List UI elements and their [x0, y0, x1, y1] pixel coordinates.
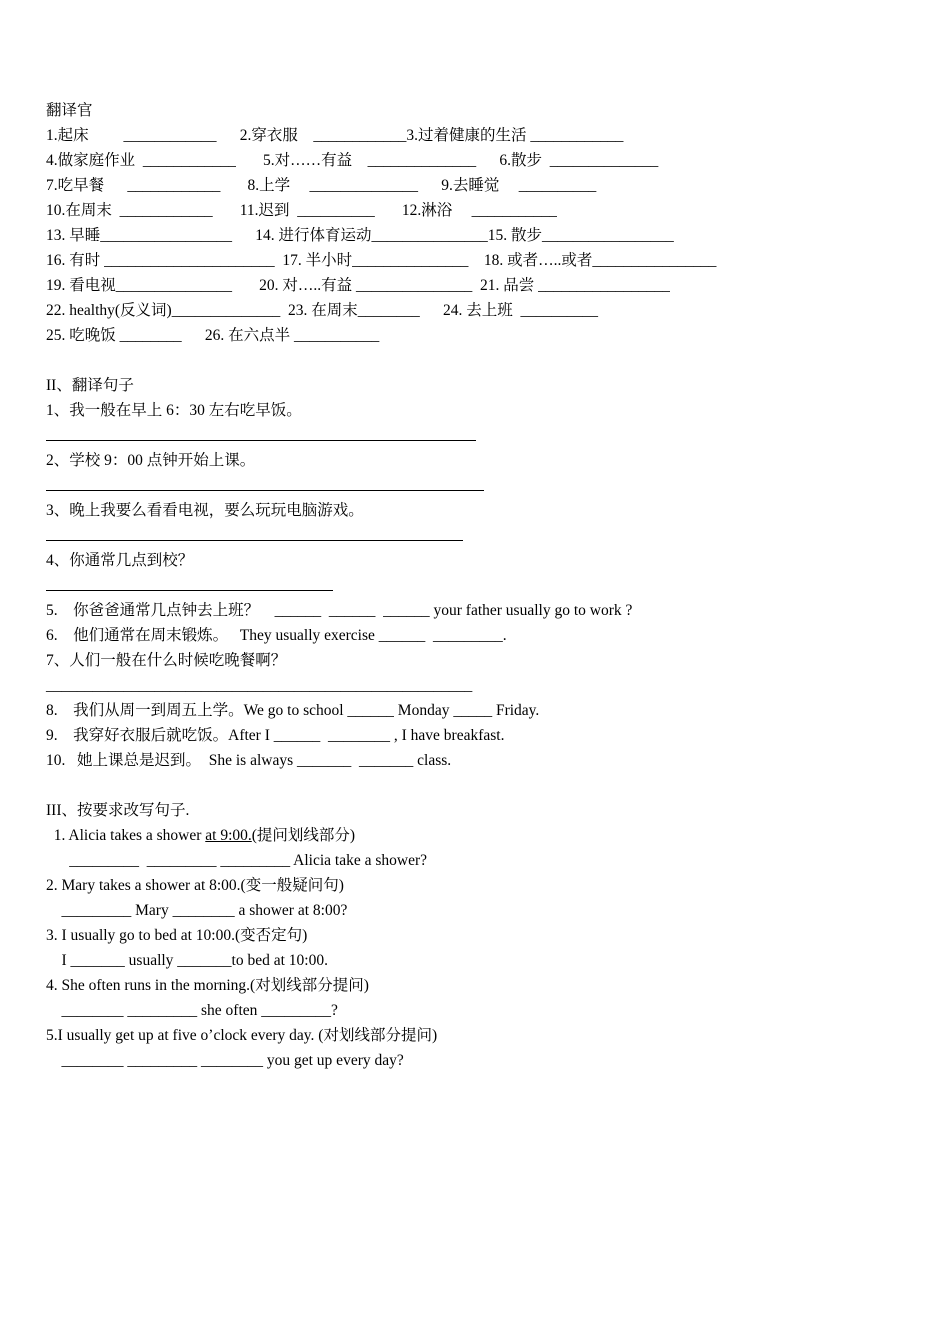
rewrite-1-text: 1. Alicia takes a shower — [46, 827, 206, 844]
sentence-7: 7、人们一般在什么时候吃晚餐啊？ — [46, 652, 287, 669]
answer-line-4 — [46, 590, 333, 591]
sentence-5: 5. 你爸爸通常几点钟去上班？ ______ ______ ______ your father usually go to work ? — [46, 602, 633, 619]
rewrite-4-answer: ________ _________ she often _________? — [46, 1002, 338, 1019]
answer-line-3 — [46, 540, 463, 541]
sentence-9: 9. 我穿好衣服后就吃饭。After I ______ ________ , I have breakfast. — [46, 727, 505, 744]
vocab-line-5: 13. 早睡_________________ 14. 进行体育运动_______________15. 散步_________________ — [46, 227, 674, 244]
sentence-8: 8. 我们从周一到周五上学。We go to school ______ Monday _____ Friday. — [46, 702, 540, 719]
rewrite-3: 3. I usually go to bed at 10:00.(变否定句) — [46, 927, 308, 944]
sentence-4: 4、你通常几点到校？ — [46, 552, 194, 569]
vocab-line-1: 1.起床 ____________ 2.穿衣服 ____________3.过着健康的生活 ____________ — [46, 127, 624, 144]
answer-line-1 — [46, 440, 476, 441]
rewrite-4: 4. She often runs in the morning.(对划线部分提问) — [46, 977, 369, 994]
rewrite-1 — [46, 826, 355, 846]
answer-line-2 — [46, 490, 484, 491]
sentence-3: 3、晚上我要么看看电视，要么玩玩电脑游戏。 — [46, 502, 364, 519]
rewrite-5: 5.I usually get up at five o’clock every day. (对划线部分提问) — [46, 1027, 438, 1044]
rewrite-2-answer: _________ Mary ________ a shower at 8:00? — [46, 902, 348, 919]
vocab-line-9: 25. 吃晚饭 ________ 26. 在六点半 ___________ — [46, 327, 380, 344]
underlined-part: at 9:00. — [205, 827, 252, 844]
sentence-10: 10. 她上课总是迟到。 She is always _______ _______ class. — [46, 752, 452, 769]
vocab-line-8: 22. healthy(反义词)______________ 23. 在周末________ 24. 去上班 __________ — [46, 302, 598, 319]
vocab-line-7: 19. 看电视_______________ 20. 对…..有益 _______________ 21. 品尝 _________________ — [46, 277, 670, 294]
section1-title: 翻译官 — [46, 102, 93, 119]
sentence-1: 1、我一般在早上 6：30 左右吃早饭。 — [46, 402, 302, 419]
sentence-6: 6. 他们通常在周末锻炼。 They usually exercise ______ _________. — [46, 627, 507, 644]
rewrite-1-instruction: (提问划线部分) — [251, 827, 356, 844]
rewrite-2: 2. Mary takes a shower at 8:00.(变一般疑问句) — [46, 877, 344, 894]
section3-title: III、按要求改写句子. — [46, 802, 190, 819]
rewrite-5-answer: ________ _________ ________ you get up every day? — [46, 1052, 404, 1069]
section2-title: II、翻译句子 — [46, 377, 134, 394]
rewrite-3-answer: I _______ usually _______to bed at 10:00. — [46, 952, 328, 969]
sentence-2: 2、学校 9：00 点钟开始上课。 — [46, 452, 256, 469]
vocab-line-2: 4.做家庭作业 ____________ 5.对……有益 ______________ 6.散步 ______________ — [46, 152, 659, 169]
vocab-line-4: 10.在周末 ____________ 11.迟到 __________ 12.淋浴 ___________ — [46, 202, 557, 219]
answer-line-7: _______________________________________________________ — [46, 677, 473, 694]
vocab-line-6: 16. 有时 ______________________ 17. 半小时_______________ 18. 或者…..或者________________ — [46, 252, 717, 269]
rewrite-1-answer: _________ _________ _________ Alicia take a shower? — [46, 852, 427, 869]
vocab-line-3: 7.吃早餐 ____________ 8.上学 ______________ 9.去睡觉 __________ — [46, 177, 597, 194]
